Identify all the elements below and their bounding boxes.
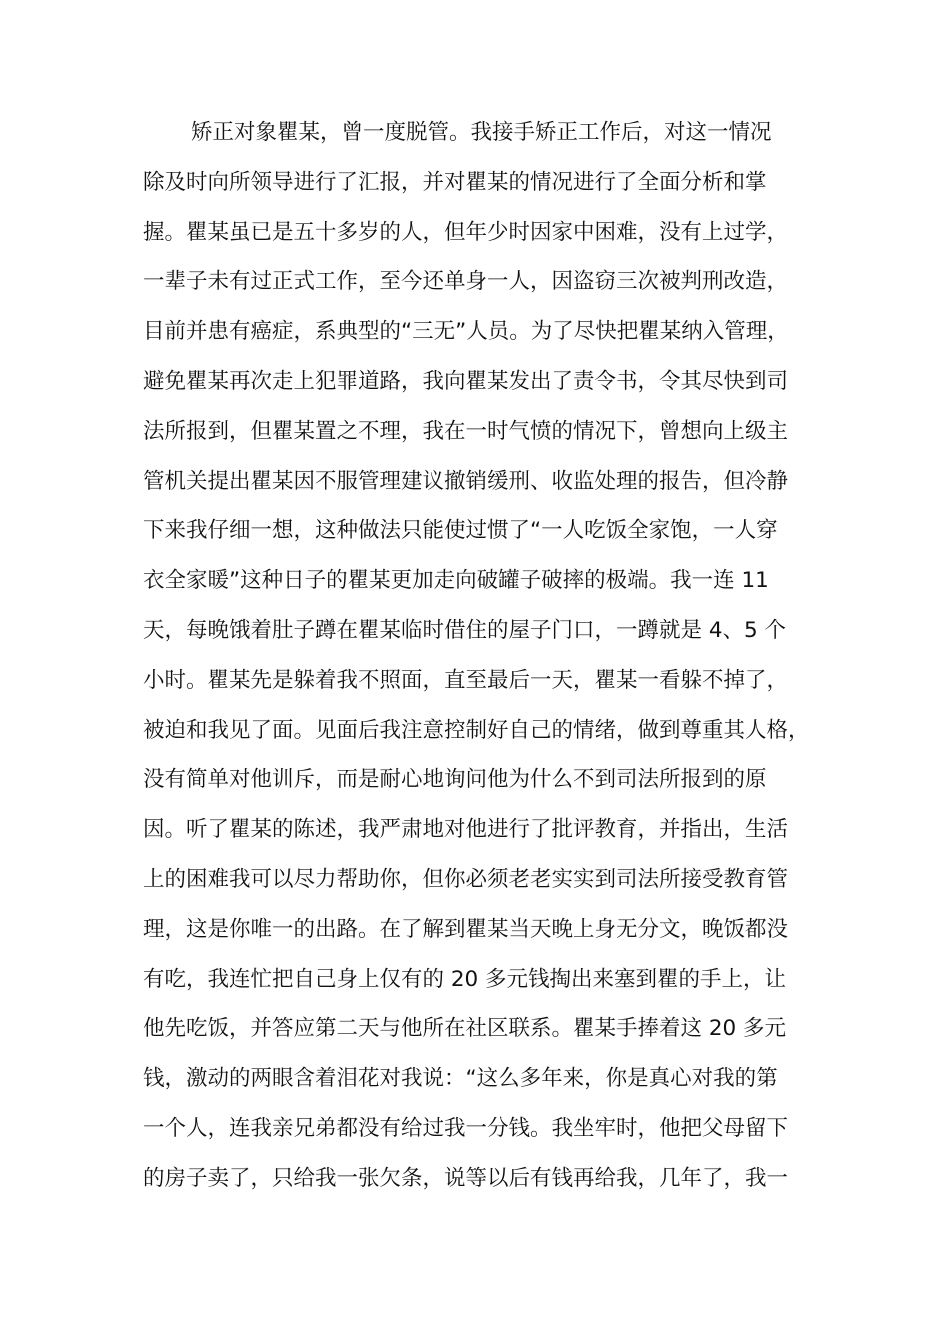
- paragraph-line-6: 避免瞿某再次走上犯罪道路，我向瞿某发出了责令书，令其尽快到司: [143, 368, 789, 394]
- paragraph-line-5: 目前并患有癌症，系典型的“三无”人员。为了尽快把瞿某纳入管理，: [143, 319, 789, 345]
- paragraph-line-19: 他先吃饭，并答应第二天与他所在社区联系。瞿某手捧着这 20 多元: [143, 1016, 787, 1042]
- paragraph-line-20: 钱，激动的两眼含着泪花对我说：“这么多年来，你是真心对我的第: [143, 1066, 778, 1092]
- paragraph-line-17: 理，这是你唯一的出路。在了解到瞿某当天晚上身无分文，晚饭都没: [143, 916, 789, 942]
- paragraph-line-4: 一辈子未有过正式工作，至今还单身一人，因盗窃三次被判刑改造，: [143, 269, 789, 295]
- paragraph-line-13: 被迫和我见了面。见面后我注意控制好自己的情绪，做到尊重其人格，: [143, 717, 810, 743]
- paragraph-line-12: 小时。瞿某先是躲着我不照面，直至最后一天，瞿某一看躲不掉了，: [143, 667, 789, 693]
- paragraph-line-15: 因。听了瞿某的陈述，我严肃地对他进行了批评教育，并指出，生活: [143, 817, 789, 843]
- paragraph-line-2: 除及时向所领导进行了汇报，并对瞿某的情况进行了全面分析和掌: [143, 169, 767, 195]
- paragraph-line-22: 的房子卖了，只给我一张欠条，说等以后有钱再给我，几年了，我一: [143, 1165, 789, 1191]
- paragraph-line-18: 有吃，我连忙把自己身上仅有的 20 多元钱掏出来塞到瞿的手上，让: [143, 966, 787, 992]
- paragraph-line-8: 管机关提出瞿某因不服管理建议撤销缓刑、收监处理的报告，但冷静: [143, 468, 789, 494]
- paragraph-line-7: 法所报到，但瞿某置之不理，我在一时气愤的情况下，曾想向上级主: [143, 418, 789, 444]
- paragraph-line-10: 衣全家暖”这种日子的瞿某更加走向破罐子破摔的极端。我一连 11: [143, 568, 769, 594]
- paragraph-line-21: 一个人，连我亲兄弟都没有给过我一分钱。我坐牢时，他把父母留下: [143, 1115, 789, 1141]
- paragraph-line-1: 矫正对象瞿某，曾一度脱管。我接手矫正工作后，对这一情况: [191, 120, 772, 145]
- paragraph-line-3: 握。瞿某虽已是五十多岁的人，但年少时因家中困难，没有上过学，: [143, 219, 789, 245]
- paragraph-line-11: 天，每晚饿着肚子蹲在瞿某临时借住的屋子门口，一蹲就是 4、5 个: [143, 617, 787, 643]
- paragraph-line-14: 没有简单对他训斥，而是耐心地询问他为什么不到司法所报到的原: [143, 767, 767, 793]
- body-paragraph: [143, 108, 823, 1204]
- paragraph-line-16: 上的困难我可以尽力帮助你，但你必须老老实实到司法所接受教育管: [143, 866, 789, 892]
- paragraph-line-9: 下来我仔细一想，这种做法只能使过惯了“一人吃饭全家饱，一人穿: [143, 518, 778, 544]
